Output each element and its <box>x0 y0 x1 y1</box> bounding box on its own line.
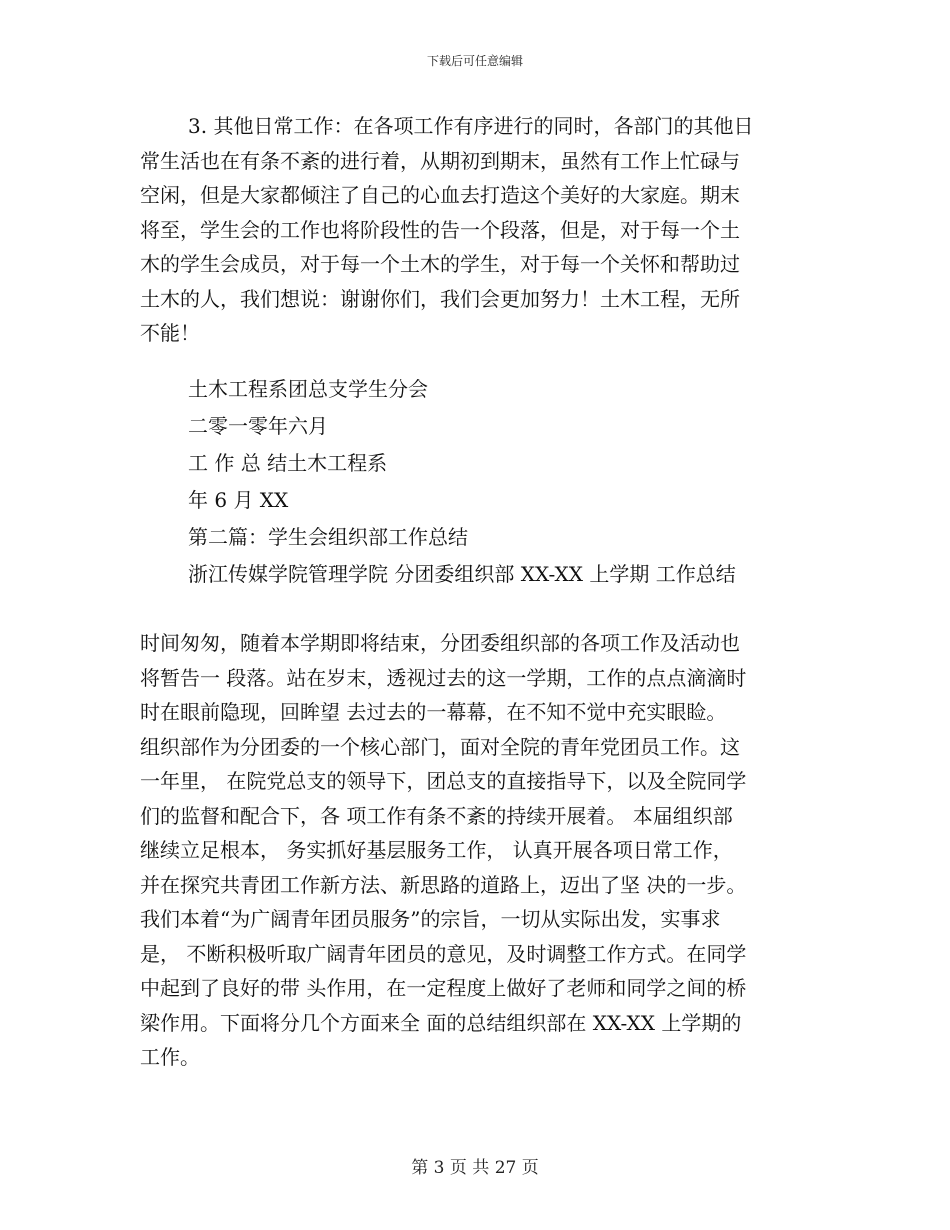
paragraph-line: 继续立足根本， 务实抓好基层服务工作， 认真开展各项日常工作， <box>140 838 733 862</box>
paragraph-line: 时间匆匆，随着本学期即将结束，分团委组织部的各项工作及活动也 <box>140 631 740 655</box>
paragraph-line: 常生活也在有条不紊的进行着，从期初到期末，虽然有工作上忙碌与 <box>140 148 740 173</box>
body-paragraph <box>140 626 820 1075</box>
page-footer: 第 3 页 共 27 页 <box>411 1158 539 1178</box>
paragraph-line: 梁作用。下面将分几个方面来全 面的总结组织部在 XX-XX 上学期的 <box>140 1010 742 1035</box>
paragraph-line: 不能！ <box>140 321 200 345</box>
paragraph-line: 木的学生会成员，对于每一个土木的学生，对于每一个关怀和帮助过 <box>140 252 740 276</box>
paragraph-line: 中起到了良好的带 头作用，在一定程度上做好了老师和同学之间的桥 <box>140 976 747 1000</box>
paragraph-line: 一年里， 在院党总支的领导下，团总支的直接指导下，以及全院同学 <box>140 769 747 793</box>
paragraph-line: 并在探究共青团工作新方法、新思路的道路上，迈出了坚 决的一步。 <box>140 872 747 897</box>
paragraph-line: 组织部作为分团委的一个核心部门，面对全院的青年党团员工作。这 <box>140 734 740 759</box>
paragraph-line: 们的监督和配合下，各 项工作有条不紊的持续开展着。 本届组织部 <box>140 803 733 828</box>
part2-heading: 第二篇：学生会组织部工作总结 <box>188 525 468 549</box>
paragraph-line: 土木的人，我们想说：谢谢你们，我们会更加努力！土木工程，无所 <box>140 286 740 311</box>
paragraph-line: 将至，学生会的工作也将阶段性的告一个段落，但是，对于每一个土 <box>140 217 740 242</box>
paragraph-line: 空闲，但是大家都倾注了自己的心血去打造这个美好的大家庭。期末 <box>140 183 740 207</box>
section-3-paragraph <box>140 109 820 351</box>
part2-subheading: 浙江传媒学院管理学院 分团委组织部 XX-XX 上学期 工作总结 <box>188 562 736 586</box>
paragraph-line: 我们本着“为广阔青年团员服务”的宗旨，一切从实际出发，实事求 <box>140 907 721 931</box>
paragraph-line: 时在眼前隐现，回眸望 去过去的一幕幕，在不知不觉中充实眼睑。 <box>140 700 727 724</box>
page-header: 下载后可任意编辑 <box>426 54 523 68</box>
doc-title-line: 工 作 总 结土木工程系 <box>188 451 388 475</box>
paragraph-line: 3. 其他日常工作：在各项工作有序进行的同时，各部门的其他日 <box>188 114 754 138</box>
paragraph-line: 将暂告一 段落。站在岁末，透视过去的这一学期，工作的点点滴滴时 <box>140 665 747 690</box>
paragraph-line: 是， 不断积极听取广阔青年团员的意见，及时调整工作方式。在同学 <box>140 941 747 966</box>
signature-date-2: 年 6 月 XX <box>188 488 289 512</box>
signature-date: 二零一零年六月 <box>188 414 328 438</box>
signature-org: 土木工程系团总支学生分会 <box>188 377 428 401</box>
paragraph-line: 工作。 <box>140 1045 200 1069</box>
